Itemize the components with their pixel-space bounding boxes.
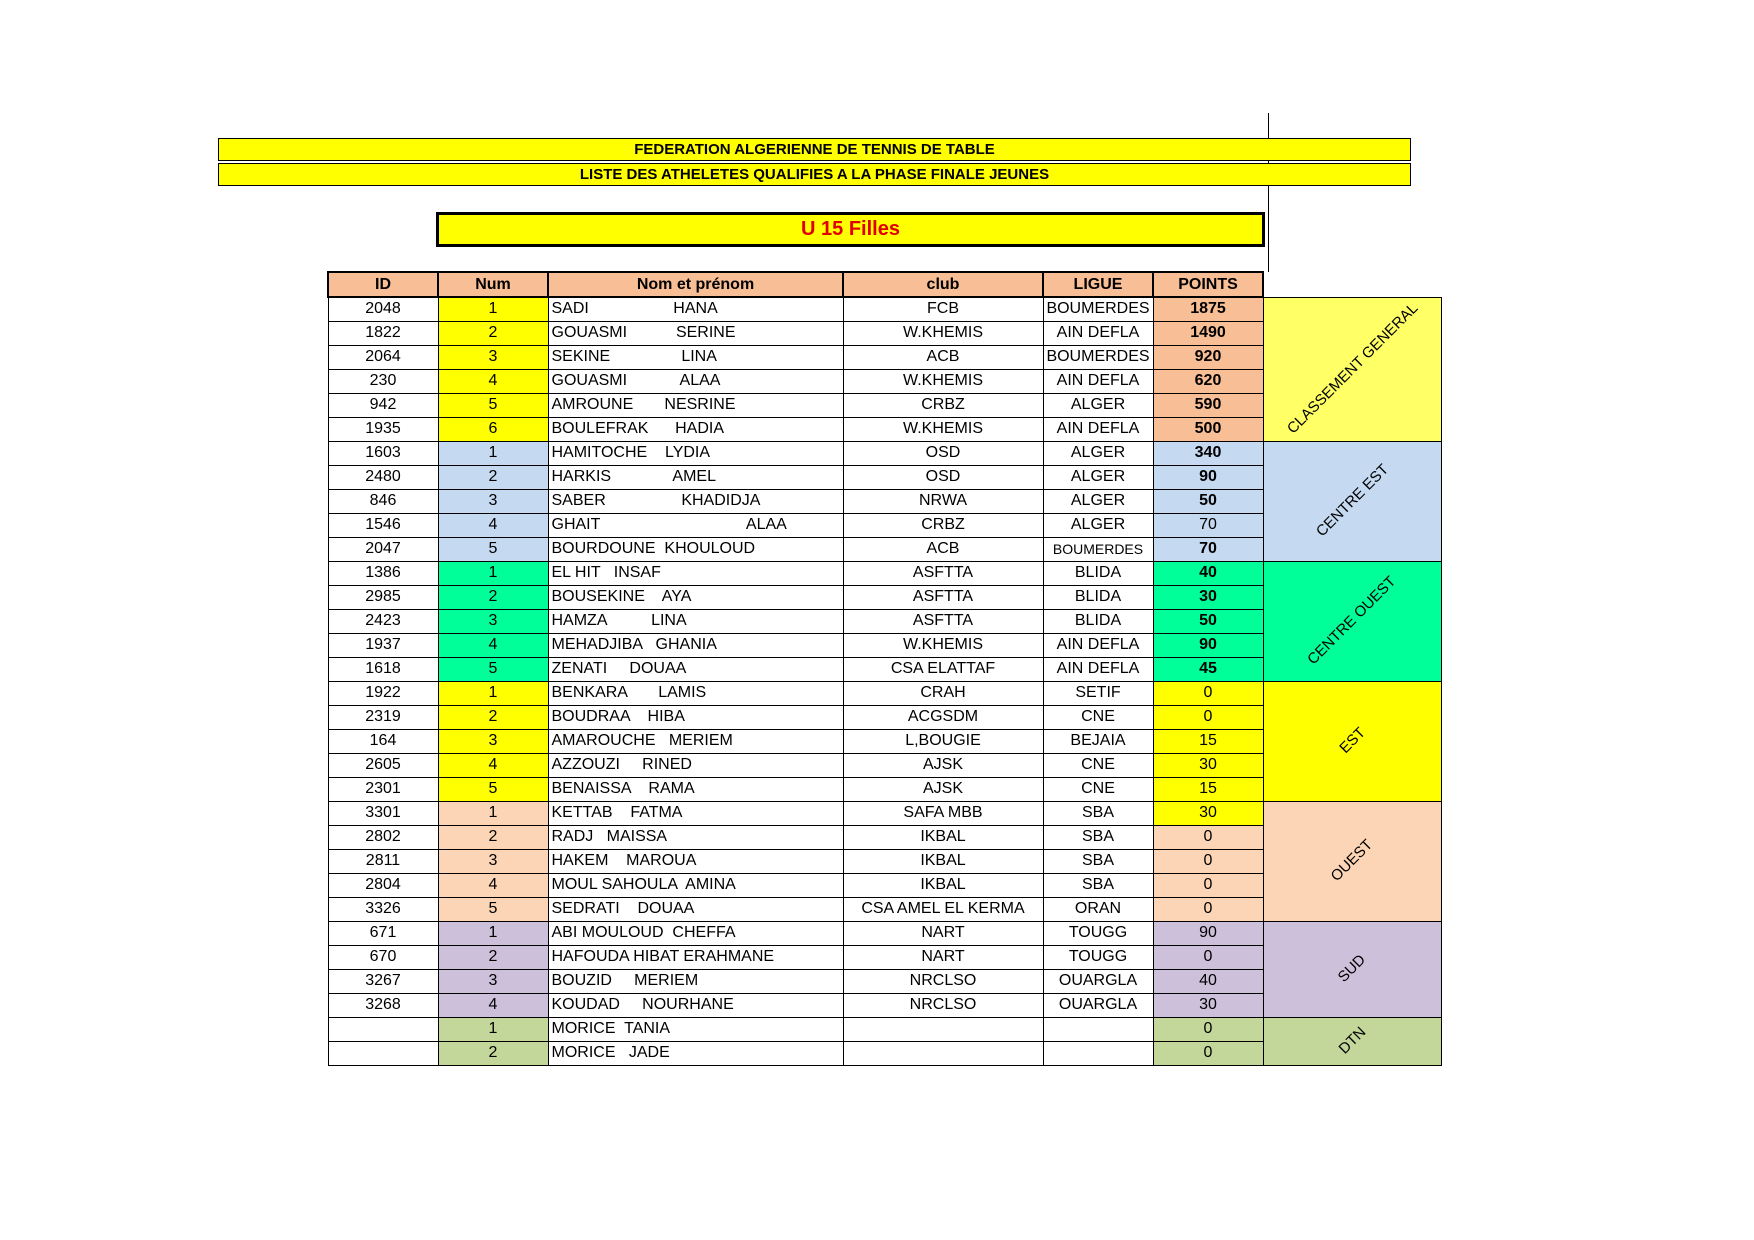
- athlete-points: 0: [1153, 897, 1263, 921]
- athlete-club: ACB: [843, 345, 1043, 369]
- athlete-id: 2048: [328, 297, 438, 321]
- athlete-ligue: ALGER: [1043, 465, 1153, 489]
- athlete-points: 0: [1153, 681, 1263, 705]
- athlete-id: 2985: [328, 585, 438, 609]
- athlete-num: 1: [438, 561, 548, 585]
- athlete-points: 30: [1153, 801, 1263, 825]
- group-label: CENTRE OUEST: [1304, 572, 1400, 669]
- athlete-num: 4: [438, 369, 548, 393]
- group-label-cell: [1263, 921, 1441, 1017]
- athlete-id: 1546: [328, 513, 438, 537]
- athlete-num: 3: [438, 489, 548, 513]
- athlete-ligue: BLIDA: [1043, 609, 1153, 633]
- athlete-name: SABER KHADIDJA: [548, 489, 843, 513]
- athlete-ligue: BLIDA: [1043, 561, 1153, 585]
- athlete-num: 4: [438, 633, 548, 657]
- athlete-points: 0: [1153, 945, 1263, 969]
- athlete-points: 40: [1153, 561, 1263, 585]
- athlete-club: W.KHEMIS: [843, 369, 1043, 393]
- athlete-ligue: OUARGLA: [1043, 969, 1153, 993]
- athletes-table: [327, 271, 1442, 1066]
- athlete-id: 670: [328, 945, 438, 969]
- athlete-id: 3268: [328, 993, 438, 1017]
- athlete-name: ABI MOULOUD CHEFFA: [548, 921, 843, 945]
- athlete-ligue: CNE: [1043, 777, 1153, 801]
- athlete-points: 90: [1153, 921, 1263, 945]
- athlete-ligue: SBA: [1043, 825, 1153, 849]
- athlete-points: 0: [1153, 705, 1263, 729]
- athlete-name: KOUDAD NOURHANE: [548, 993, 843, 1017]
- athlete-ligue: ALGER: [1043, 393, 1153, 417]
- athlete-ligue: ALGER: [1043, 441, 1153, 465]
- athlete-num: 5: [438, 393, 548, 417]
- athlete-name: ZENATI DOUAA: [548, 657, 843, 681]
- athlete-ligue: AIN DEFLA: [1043, 369, 1153, 393]
- athlete-points: 0: [1153, 825, 1263, 849]
- column-header-ligue: LIGUE: [1043, 272, 1153, 297]
- athlete-points: 45: [1153, 657, 1263, 681]
- table-row: [328, 561, 1441, 585]
- athlete-id: 164: [328, 729, 438, 753]
- athlete-points: 0: [1153, 849, 1263, 873]
- athlete-ligue: ALGER: [1043, 489, 1153, 513]
- group-label-cell: [1263, 441, 1441, 561]
- federation-title: FEDERATION ALGERIENNE DE TENNIS DE TABLE: [218, 138, 1411, 161]
- athlete-club: SAFA MBB: [843, 801, 1043, 825]
- athlete-club: CRBZ: [843, 513, 1043, 537]
- athlete-name: MEHADJIBA GHANIA: [548, 633, 843, 657]
- athlete-num: 3: [438, 969, 548, 993]
- athlete-num: 2: [438, 1041, 548, 1065]
- athlete-num: 1: [438, 441, 548, 465]
- athlete-name: BENKARA LAMIS: [548, 681, 843, 705]
- athlete-points: 0: [1153, 1041, 1263, 1065]
- athlete-name: HARKIS AMEL: [548, 465, 843, 489]
- athlete-id: 846: [328, 489, 438, 513]
- athlete-id: 1922: [328, 681, 438, 705]
- athlete-id: 2811: [328, 849, 438, 873]
- table-row: [328, 297, 1441, 321]
- athlete-points: 620: [1153, 369, 1263, 393]
- athlete-points: 590: [1153, 393, 1263, 417]
- athlete-id: 2423: [328, 609, 438, 633]
- athlete-num: 2: [438, 945, 548, 969]
- athlete-num: 5: [438, 657, 548, 681]
- athlete-points: 15: [1153, 729, 1263, 753]
- group-label-cell: [1263, 801, 1441, 921]
- athlete-num: 2: [438, 321, 548, 345]
- athlete-club: OSD: [843, 441, 1043, 465]
- table-row: [328, 681, 1441, 705]
- athlete-ligue: [1043, 1041, 1153, 1065]
- athlete-num: 4: [438, 753, 548, 777]
- header-blank-cell: [1263, 272, 1441, 297]
- athlete-name: AMROUNE NESRINE: [548, 393, 843, 417]
- athlete-id: 3326: [328, 897, 438, 921]
- athlete-club: CSA ELATTAF: [843, 657, 1043, 681]
- athlete-club: AJSK: [843, 777, 1043, 801]
- athlete-id: 942: [328, 393, 438, 417]
- group-label-cell: [1263, 1017, 1441, 1065]
- athlete-id: 230: [328, 369, 438, 393]
- athlete-id: 1386: [328, 561, 438, 585]
- athlete-points: 90: [1153, 465, 1263, 489]
- column-header-id: ID: [328, 272, 438, 297]
- athlete-id: [328, 1017, 438, 1041]
- athlete-name: RADJ MAISSA: [548, 825, 843, 849]
- athlete-club: ASFTTA: [843, 585, 1043, 609]
- athlete-ligue: SBA: [1043, 801, 1153, 825]
- column-header-club: club: [843, 272, 1043, 297]
- athlete-id: 3301: [328, 801, 438, 825]
- athlete-name: BENAISSA RAMA: [548, 777, 843, 801]
- group-label-cell: [1263, 297, 1441, 441]
- athlete-club: IKBAL: [843, 825, 1043, 849]
- athlete-club: OSD: [843, 465, 1043, 489]
- athlete-club: NRWA: [843, 489, 1043, 513]
- athlete-name: BOUSEKINE AYA: [548, 585, 843, 609]
- athlete-points: 70: [1153, 537, 1263, 561]
- athlete-ligue: AIN DEFLA: [1043, 657, 1153, 681]
- group-label-cell: [1263, 561, 1441, 681]
- athlete-name: SEDRATI DOUAA: [548, 897, 843, 921]
- athlete-ligue: [1043, 1017, 1153, 1041]
- athlete-club: [843, 1017, 1043, 1041]
- athlete-ligue: BLIDA: [1043, 585, 1153, 609]
- athlete-id: 2319: [328, 705, 438, 729]
- athlete-id: 1935: [328, 417, 438, 441]
- athlete-id: 1603: [328, 441, 438, 465]
- athlete-name: SEKINE LINA: [548, 345, 843, 369]
- athlete-id: 1937: [328, 633, 438, 657]
- athlete-name: BOUZID MERIEM: [548, 969, 843, 993]
- athlete-club: ACB: [843, 537, 1043, 561]
- athlete-ligue: AIN DEFLA: [1043, 633, 1153, 657]
- athlete-num: 2: [438, 465, 548, 489]
- group-label-cell: [1263, 681, 1441, 801]
- athlete-club: CRAH: [843, 681, 1043, 705]
- athlete-id: 2301: [328, 777, 438, 801]
- athlete-num: 5: [438, 777, 548, 801]
- athlete-ligue: SETIF: [1043, 681, 1153, 705]
- table-row: [328, 441, 1441, 465]
- column-header-name: Nom et prénom: [548, 272, 843, 297]
- athlete-name: AZZOUZI RINED: [548, 753, 843, 777]
- athlete-name: BOURDOUNE KHOULOUD: [548, 537, 843, 561]
- athlete-club: NRCLSO: [843, 969, 1043, 993]
- athlete-points: 30: [1153, 993, 1263, 1017]
- athlete-club: CSA AMEL EL KERMA: [843, 897, 1043, 921]
- athlete-name: SADI HANA: [548, 297, 843, 321]
- category-title: U 15 Filles: [436, 212, 1265, 247]
- athlete-num: 3: [438, 849, 548, 873]
- athlete-name: BOULEFRAK HADIA: [548, 417, 843, 441]
- group-label: SUD: [1334, 951, 1370, 986]
- table-row: [328, 1017, 1441, 1041]
- athlete-club: ASFTTA: [843, 609, 1043, 633]
- athlete-name: MORICE JADE: [548, 1041, 843, 1065]
- athlete-id: 2605: [328, 753, 438, 777]
- table-header-row: [328, 272, 1441, 297]
- athlete-num: 1: [438, 801, 548, 825]
- athlete-club: NART: [843, 945, 1043, 969]
- athlete-club: ASFTTA: [843, 561, 1043, 585]
- athlete-points: 920: [1153, 345, 1263, 369]
- athlete-name: HAFOUDA HIBAT ERAHMANE: [548, 945, 843, 969]
- athlete-num: 1: [438, 681, 548, 705]
- athlete-ligue: ALGER: [1043, 513, 1153, 537]
- athlete-ligue: CNE: [1043, 753, 1153, 777]
- athlete-num: 1: [438, 1017, 548, 1041]
- athlete-ligue: BOUMERDES: [1043, 297, 1153, 321]
- athlete-name: BOUDRAA HIBA: [548, 705, 843, 729]
- athlete-points: 15: [1153, 777, 1263, 801]
- athlete-id: 2804: [328, 873, 438, 897]
- athlete-points: 50: [1153, 609, 1263, 633]
- athlete-id: 1822: [328, 321, 438, 345]
- athlete-id: 1618: [328, 657, 438, 681]
- athlete-name: KETTAB FATMA: [548, 801, 843, 825]
- athlete-num: 1: [438, 921, 548, 945]
- athlete-club: IKBAL: [843, 873, 1043, 897]
- athlete-points: 1875: [1153, 297, 1263, 321]
- athlete-club: L,BOUGIE: [843, 729, 1043, 753]
- athlete-club: W.KHEMIS: [843, 417, 1043, 441]
- athlete-num: 5: [438, 897, 548, 921]
- athlete-points: 340: [1153, 441, 1263, 465]
- athlete-points: 0: [1153, 1017, 1263, 1041]
- athlete-points: 90: [1153, 633, 1263, 657]
- athlete-name: MOUL SAHOULA AMINA: [548, 873, 843, 897]
- athlete-num: 4: [438, 993, 548, 1017]
- athlete-points: 70: [1153, 513, 1263, 537]
- athlete-name: GOUASMI ALAA: [548, 369, 843, 393]
- athlete-id: 2047: [328, 537, 438, 561]
- athlete-num: 3: [438, 345, 548, 369]
- athlete-name: MORICE TANIA: [548, 1017, 843, 1041]
- vertical-rule: [1268, 113, 1269, 273]
- athlete-name: HAMZA LINA: [548, 609, 843, 633]
- athlete-club: W.KHEMIS: [843, 321, 1043, 345]
- athlete-points: 40: [1153, 969, 1263, 993]
- athlete-ligue: BOUMERDES: [1043, 537, 1153, 561]
- athlete-id: 2480: [328, 465, 438, 489]
- athlete-club: IKBAL: [843, 849, 1043, 873]
- athlete-name: EL HIT INSAF: [548, 561, 843, 585]
- athlete-id: 3267: [328, 969, 438, 993]
- athlete-club: NART: [843, 921, 1043, 945]
- group-label: CENTRE EST: [1312, 460, 1392, 541]
- table-row: [328, 921, 1441, 945]
- athlete-ligue: BEJAIA: [1043, 729, 1153, 753]
- athlete-points: 500: [1153, 417, 1263, 441]
- athlete-ligue: AIN DEFLA: [1043, 417, 1153, 441]
- group-label: DTN: [1335, 1023, 1370, 1058]
- athlete-name: GOUASMI SERINE: [548, 321, 843, 345]
- athlete-points: 30: [1153, 585, 1263, 609]
- athlete-club: AJSK: [843, 753, 1043, 777]
- column-header-points: POINTS: [1153, 272, 1263, 297]
- athlete-ligue: SBA: [1043, 849, 1153, 873]
- athlete-ligue: TOUGG: [1043, 945, 1153, 969]
- athlete-ligue: AIN DEFLA: [1043, 321, 1153, 345]
- athlete-ligue: SBA: [1043, 873, 1153, 897]
- athlete-num: 2: [438, 705, 548, 729]
- athlete-points: 0: [1153, 873, 1263, 897]
- athlete-num: 2: [438, 585, 548, 609]
- athlete-points: 30: [1153, 753, 1263, 777]
- column-header-num: Num: [438, 272, 548, 297]
- athlete-name: HAMITOCHE LYDIA: [548, 441, 843, 465]
- athlete-name: AMAROUCHE MERIEM: [548, 729, 843, 753]
- group-label: OUEST: [1327, 836, 1377, 885]
- table-row: [328, 801, 1441, 825]
- athlete-ligue: ORAN: [1043, 897, 1153, 921]
- list-title: LISTE DES ATHELETES QUALIFIES A LA PHASE FINALE JEUNES: [218, 163, 1411, 186]
- athlete-num: 4: [438, 513, 548, 537]
- athlete-num: 3: [438, 609, 548, 633]
- athlete-id: [328, 1041, 438, 1065]
- athlete-ligue: CNE: [1043, 705, 1153, 729]
- athlete-id: 671: [328, 921, 438, 945]
- athlete-club: FCB: [843, 297, 1043, 321]
- athlete-club: CRBZ: [843, 393, 1043, 417]
- athlete-name: HAKEM MAROUA: [548, 849, 843, 873]
- athlete-ligue: TOUGG: [1043, 921, 1153, 945]
- athlete-num: 5: [438, 537, 548, 561]
- athlete-id: 2802: [328, 825, 438, 849]
- athlete-points: 50: [1153, 489, 1263, 513]
- athlete-num: 3: [438, 729, 548, 753]
- group-label: CLASSEMENT GENERAL: [1283, 299, 1421, 438]
- athlete-ligue: BOUMERDES: [1043, 345, 1153, 369]
- athlete-num: 2: [438, 825, 548, 849]
- group-label: EST: [1335, 724, 1369, 757]
- athlete-num: 1: [438, 297, 548, 321]
- athlete-num: 4: [438, 873, 548, 897]
- athlete-club: W.KHEMIS: [843, 633, 1043, 657]
- athlete-club: [843, 1041, 1043, 1065]
- athlete-name: GHAIT ALAA: [548, 513, 843, 537]
- athlete-id: 2064: [328, 345, 438, 369]
- athlete-points: 1490: [1153, 321, 1263, 345]
- athlete-club: NRCLSO: [843, 993, 1043, 1017]
- athlete-num: 6: [438, 417, 548, 441]
- athlete-ligue: OUARGLA: [1043, 993, 1153, 1017]
- athlete-club: ACGSDM: [843, 705, 1043, 729]
